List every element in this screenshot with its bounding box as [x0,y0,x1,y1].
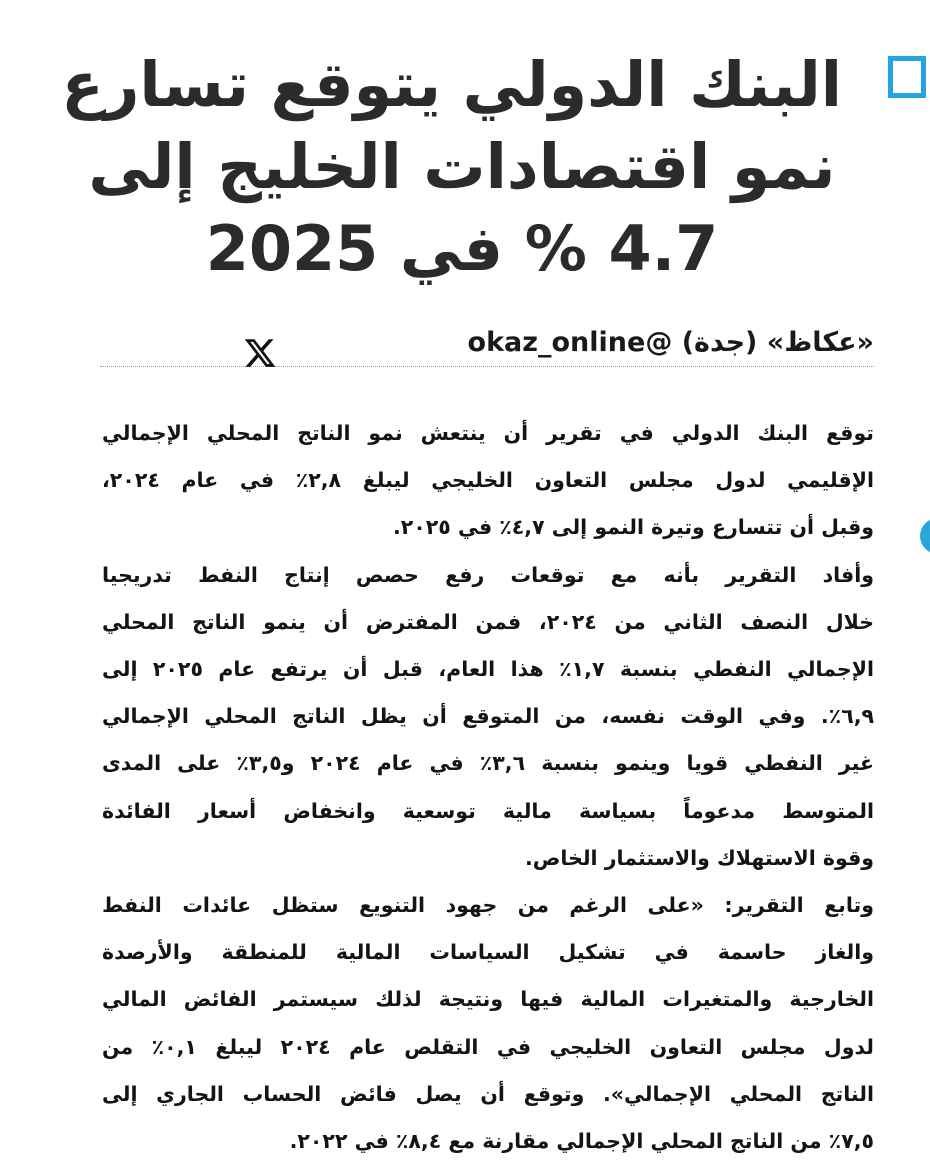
section-marker-box [888,56,926,98]
body-line: خلال النصف الثاني من ٢٠٢٤، فمن المفترض أن ينمو الناتج المحلي [102,609,874,634]
headline-line-3: 4.7 % في 2025 [205,212,719,285]
body-line: والغاز حاسمة في تشكيل السياسات المالية للمنطقة والأرصدة [102,940,874,965]
body-line: وقبل أن تتسارع وتيرة النمو إلى ٤,٧٪ في ٢٠٢٥. [392,515,874,540]
headline-line-2: نمو اقتصادات الخليج إلى [88,130,836,203]
body-line: الإقليمي لدول مجلس التعاون الخليجي ليبلغ ٢,٨٪ في عام ٢٠٢٤، [102,468,875,493]
body-line: ٦,٩٪. وفي الوقت نفسه، من المتوقع أن يظل الناتج المحلي الإجمالي [102,704,874,729]
body-line: وقوة الاستهلاك والاستثمار الخاص. [525,845,874,870]
body-line: غير النفطي قويا وينمو بنسبة ٣,٦٪ في عام ٢٠٢٤ و٣,٥٪ على المدى [102,751,875,776]
body-line: الخارجية والمتغيرات المالية فيها ونتيجة لذلك سيستمر الفائض المالي [102,987,874,1012]
body-line: ٧,٥٪ من الناتج المحلي الإجمالي مقارنة مع ٨,٤٪ في ٢٠٢٢. [289,1129,874,1154]
body-line: المتوسط مدعوماً بسياسة مالية توسعية وانخفاض أسعار الفائدة [102,798,874,823]
body-line: الإجمالي النفطي بنسبة ١,٧٪ هذا العام، قبل أن يرتفع عام ٢٠٢٥ إلى [102,657,874,682]
byline-row [100,322,874,367]
x-logo-icon[interactable] [243,336,277,370]
article-headline [61,44,842,290]
body-line: وأفاد التقرير بأنه مع توقعات رفع حصص إنتاج النفط تدريجيا [102,562,874,587]
body-line: توقع البنك الدولي في تقرير أن ينتعش نمو الناتج المحلي الإجمالي [102,421,874,445]
byline: «عكاظ» (جدة) @okaz_online [467,327,874,358]
page-edge-dot [920,518,930,554]
body-line: وتابع التقرير: «على الرغم من جهود التنويع ستظل عائدات النفط [102,893,874,918]
body-line: الناتج المحلي الإجمالي». وتوقع أن يصل فائض الحساب الجاري إلى [102,1081,874,1106]
headline-line-1: البنك الدولي يتوقع تسارع [61,48,842,121]
body-line: لدول مجلس التعاون الخليجي في التقلص عام ٢٠٢٤ ليبلغ ٠,١٪ من [102,1034,874,1059]
article-body [102,410,874,1165]
